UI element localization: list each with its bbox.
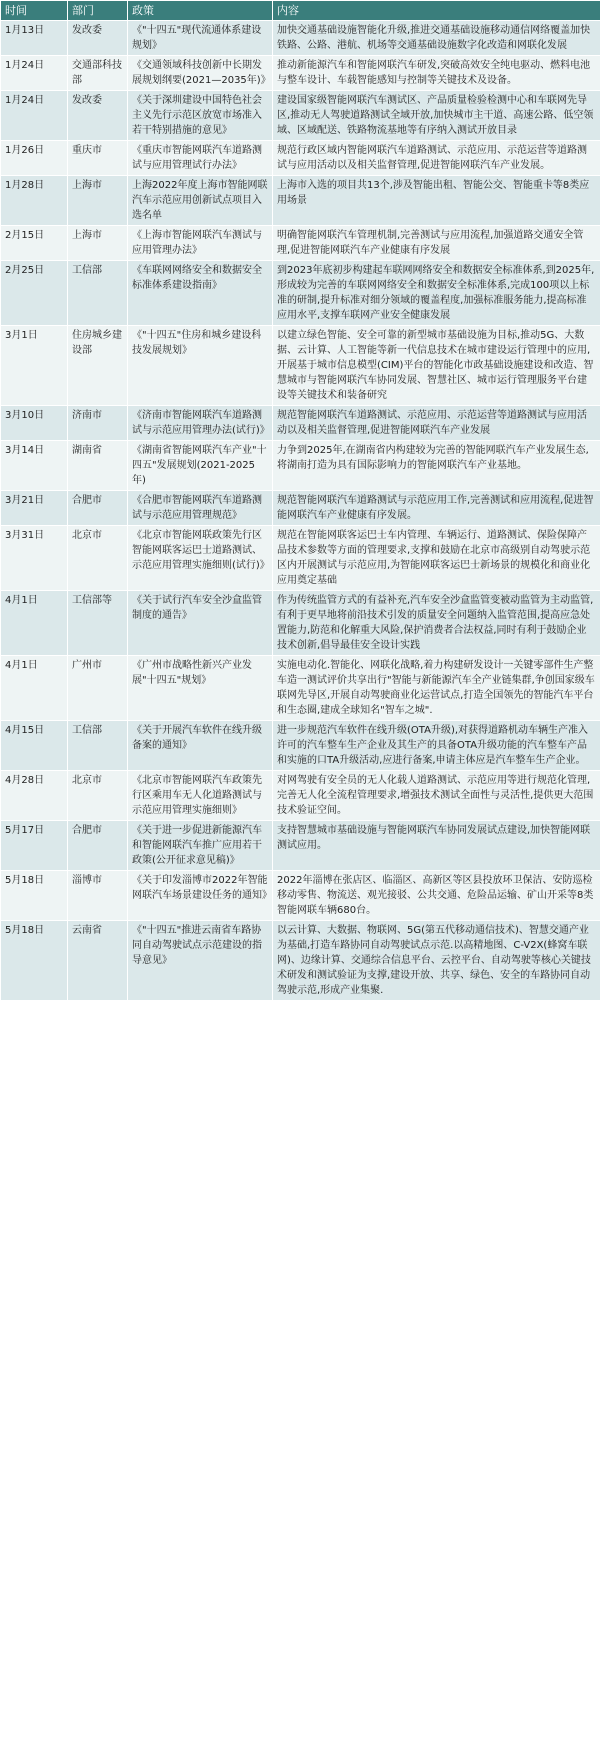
row-content-cell: 到2023年底初步构建起车联网网络安全和数据安全标准体系,到2025年,形成较为完善的车联网网络安全和数据安全标准体系,完成100项以上标准的研制,提升标准对细分领域的覆盖程度,加强标准服务能力,提高标准应用水平,支撑车联网产业安全健康发展: [273, 261, 600, 326]
table-row: [1, 21, 600, 56]
row-date-cell: 3月10日: [1, 406, 68, 441]
table-row: [1, 721, 600, 771]
row-policy-cell: 《合肥市智能网联汽车道路测试与示范应用管理规范》: [128, 491, 273, 526]
row-date-cell: 4月28日: [1, 771, 68, 821]
row-date-cell: 1月26日: [1, 141, 68, 176]
row-department-cell: 广州市: [68, 656, 128, 721]
row-department-cell: 云南省: [68, 921, 128, 1001]
row-content-cell: 以云计算、大数据、物联网、5G(第五代移动通信技术)、智慧交通产业为基础,打造车路协同自动驾驶试点示范.以高精地图、C-V2X(蜂窝车联网)、边缘计算、交通综合信息平台、云控平台、自动驾驶等核心关键技术研发和测试验证为支撑,建设开放、共享、绿色、安全的车路协同自动驾驶示范,形成产业集聚.: [273, 921, 600, 1001]
table-row: [1, 326, 600, 406]
row-department-cell: 合肥市: [68, 491, 128, 526]
row-department-cell: 湖南省: [68, 441, 128, 491]
row-department-cell: 淄博市: [68, 871, 128, 921]
row-content-cell: 明确智能网联汽车管理机制,完善测试与应用流程,加强道路交通安全管理,促进智能网联汽车产业健康有序发展: [273, 226, 600, 261]
row-department-cell: 发改委: [68, 21, 128, 56]
row-date-cell: 5月18日: [1, 871, 68, 921]
table-row: [1, 261, 600, 326]
row-department-cell: 北京市: [68, 526, 128, 591]
row-department-cell: 工信部等: [68, 591, 128, 656]
row-content-cell: 规范在智能网联客运巴士车内管理、车辆运行、道路测试、保险保障产品技术参数等方面的管理要求,支撑和鼓励在北京市高级别自动驾驶示范区内开展测试与示范应用,为智能网联客运巴士新场景的规模化和商业化应用奠定基础: [273, 526, 600, 591]
row-policy-cell: 《关于印发淄博市2022年智能网联汽车场景建设任务的通知》: [128, 871, 273, 921]
header-policy: 政策: [128, 1, 273, 21]
row-policy-cell: 《济南市智能网联汽车道路测试与示范应用管理办法(试行)》: [128, 406, 273, 441]
row-date-cell: 2月25日: [1, 261, 68, 326]
row-content-cell: 以建立绿色智能、安全可靠的新型城市基础设施为目标,推动5G、大数据、云计算、人工智能等新一代信息技术在城市建设运行管理中的应用,开展基于城市信息模型(CIM)平台的智能化市政基础设施建设和改造、智慧城市与智能网联汽车协同发展、智慧社区、城市运行管理服务平台建设等关键技术和装备研究: [273, 326, 600, 406]
row-department-cell: 合肥市: [68, 821, 128, 871]
row-date-cell: 3月14日: [1, 441, 68, 491]
row-policy-cell: 《重庆市智能网联汽车道路测试与应用管理试行办法》: [128, 141, 273, 176]
table-row: [1, 656, 600, 721]
row-policy-cell: 《"十四五"住房和城乡建设科技发展规划》: [128, 326, 273, 406]
row-department-cell: 济南市: [68, 406, 128, 441]
row-policy-cell: 《上海市智能网联汽车测试与应用管理办法》: [128, 226, 273, 261]
row-content-cell: 作为传统监管方式的有益补充,汽车安全沙盒监管变被动监管为主动监管,有利于更早地将前沿技术引发的质量安全问题纳入监管范围,提高应急处置能力,防范和化解重大风险,保护消费者合法权益,同时有利于鼓励企业技术创新,倡导最佳安全设计实践: [273, 591, 600, 656]
row-department-cell: 北京市: [68, 771, 128, 821]
row-date-cell: 4月15日: [1, 721, 68, 771]
row-content-cell: 上海市入选的项目共13个,涉及智能出租、智能公交、智能重卡等8类应用场景: [273, 176, 600, 226]
row-content-cell: 进一步规范汽车软件在线升级(OTA升级),对获得道路机动车辆生产准入许可的汽车整车生产企业及其生产的具备OTA升级功能的汽车整车产品和实施的口TA升级活动,应进行备案,申请主体应是汽车整车生产企业。: [273, 721, 600, 771]
row-content-cell: 建设国家级智能网联汽车测试区、产品质量检验检测中心和车联网先导区,推动无人驾驶道路测试全域开放,加快城市主干道、高速公路、低空领域、区域配送、铁路物流基地等有序纳入测试开放目录: [273, 91, 600, 141]
row-department-cell: 发改委: [68, 91, 128, 141]
row-date-cell: 5月18日: [1, 921, 68, 1001]
table-row: [1, 406, 600, 441]
header-content: 内容: [273, 1, 600, 21]
row-date-cell: 4月1日: [1, 656, 68, 721]
row-content-cell: 规范智能网联汽车道路测试与示范应用工作,完善测试和应用流程,促进智能网联汽车产业健康有序发展。: [273, 491, 600, 526]
row-content-cell: 力争到2025年,在湖南省内构建较为完善的智能网联汽车产业发展生态,将湖南打造为具有国际影响力的智能网联汽车产业基地。: [273, 441, 600, 491]
table-row: [1, 56, 600, 91]
header-row: [1, 1, 600, 21]
row-date-cell: 5月17日: [1, 821, 68, 871]
row-date-cell: 2月15日: [1, 226, 68, 261]
row-policy-cell: 《北京市智能网联政策先行区智能网联客运巴士道路测试、示范应用管理实施细则(试行)》: [128, 526, 273, 591]
table-row: [1, 821, 600, 871]
row-policy-cell: 《关于深圳建设中国特色社会主义先行示范区放宽市场准入若干特别措施的意见》: [128, 91, 273, 141]
row-date-cell: 1月28日: [1, 176, 68, 226]
row-policy-cell: 《车联网网络安全和数据安全标准体系建设指南》: [128, 261, 273, 326]
table-body: [1, 21, 600, 1001]
row-policy-cell: 《关于开展汽车软件在线升级备案的通知》: [128, 721, 273, 771]
row-department-cell: 工信部: [68, 261, 128, 326]
row-date-cell: 3月21日: [1, 491, 68, 526]
row-policy-cell: 《"十四五"推进云南省车路协同自动驾驶试点示范建设的指导意见》: [128, 921, 273, 1001]
table-row: [1, 871, 600, 921]
row-content-cell: 规范行政区域内智能网联汽车道路测试、示范应用、示范运营等道路测试与应用活动以及相关监督管理,促进智能网联汽车产业发展。: [273, 141, 600, 176]
row-policy-cell: 《湖南省智能网联汽车产业"十四五"发展规划(2021-2025年): [128, 441, 273, 491]
table-row: [1, 921, 600, 1001]
row-policy-cell: 《广州市战略性新兴产业发展"十四五"规划》: [128, 656, 273, 721]
row-content-cell: 加快交通基础设施智能化升级,推进交通基础设施移动通信网络覆盖加快铁路、公路、港航、机场等交通基础设施数字化改造和网联化发展: [273, 21, 600, 56]
row-content-cell: 支持智慧城市基础设施与智能网联汽车协同发展试点建设,加快智能网联测试应用。: [273, 821, 600, 871]
row-date-cell: 3月31日: [1, 526, 68, 591]
table-row: [1, 141, 600, 176]
row-department-cell: 工信部: [68, 721, 128, 771]
table-row: [1, 91, 600, 141]
table-row: [1, 591, 600, 656]
header-department: 部门: [68, 1, 128, 21]
row-content-cell: 规范智能网联汽车道路测试、示范应用、示范运营等道路测试与应用活动以及相关监督管理,促进智能网联汽车产业发展: [273, 406, 600, 441]
row-content-cell: 推动新能源汽车和智能网联汽车研发,突破高效安全纯电驱动、燃料电池与整车设计、车载智能感知与控制等关键技术及设备。: [273, 56, 600, 91]
row-date-cell: 1月24日: [1, 91, 68, 141]
row-policy-cell: 《关于试行汽车安全沙盒监管制度的通告》: [128, 591, 273, 656]
table-row: [1, 176, 600, 226]
row-policy-cell: 《关于进一步促进新能源汽车和智能网联汽车推广应用若干政策(公开征求意见稿)》: [128, 821, 273, 871]
row-department-cell: 重庆市: [68, 141, 128, 176]
row-department-cell: 上海市: [68, 226, 128, 261]
row-policy-cell: 《交通领域科技创新中长期发展规划纲要(2021—2035年)》: [128, 56, 273, 91]
row-content-cell: 对网驾驶有安全员的无人化载人道路测试、示范应用等进行规范化管理,完善无人化全流程管理要求,增强技术测试全面性与灵活性,提供更大范围技术验证空间。: [273, 771, 600, 821]
row-policy-cell: 上海2022年度上海市智能网联汽车示范应用创新试点项目入选名单: [128, 176, 273, 226]
row-content-cell: 实施电动化.智能化、网联化战略,着力构建研发设计一关键零部件生产整车造一测试评价共享出行"智能与新能源汽车全产业链集群,争创国家级车联网先导区,开展自动驾驶商业化运营试点,打造全国领先的智能汽车平台和生态圈,建成全球知名"智车之城".: [273, 656, 600, 721]
row-date-cell: 4月1日: [1, 591, 68, 656]
row-date-cell: 1月13日: [1, 21, 68, 56]
row-date-cell: 3月1日: [1, 326, 68, 406]
table-row: [1, 491, 600, 526]
row-department-cell: 交通部科技部: [68, 56, 128, 91]
table-row: [1, 526, 600, 591]
table-row: [1, 441, 600, 491]
row-policy-cell: 《"十四五"现代流通体系建设规划》: [128, 21, 273, 56]
table-row: [1, 226, 600, 261]
row-date-cell: 1月24日: [1, 56, 68, 91]
row-department-cell: 上海市: [68, 176, 128, 226]
row-policy-cell: 《北京市智能网联汽车政策先行区乘用车无人化道路测试与示范应用管理实施细则》: [128, 771, 273, 821]
header-date: 时间: [1, 1, 68, 21]
row-department-cell: 住房城乡建设部: [68, 326, 128, 406]
row-content-cell: 2022年淄博在张店区、临淄区、高新区等区县投放环卫保洁、安防巡检移动零售、物流送、观光接驳、公共交通、危险品运输、矿山开采等8类智能网联车辆680台。: [273, 871, 600, 921]
table-row: [1, 771, 600, 821]
